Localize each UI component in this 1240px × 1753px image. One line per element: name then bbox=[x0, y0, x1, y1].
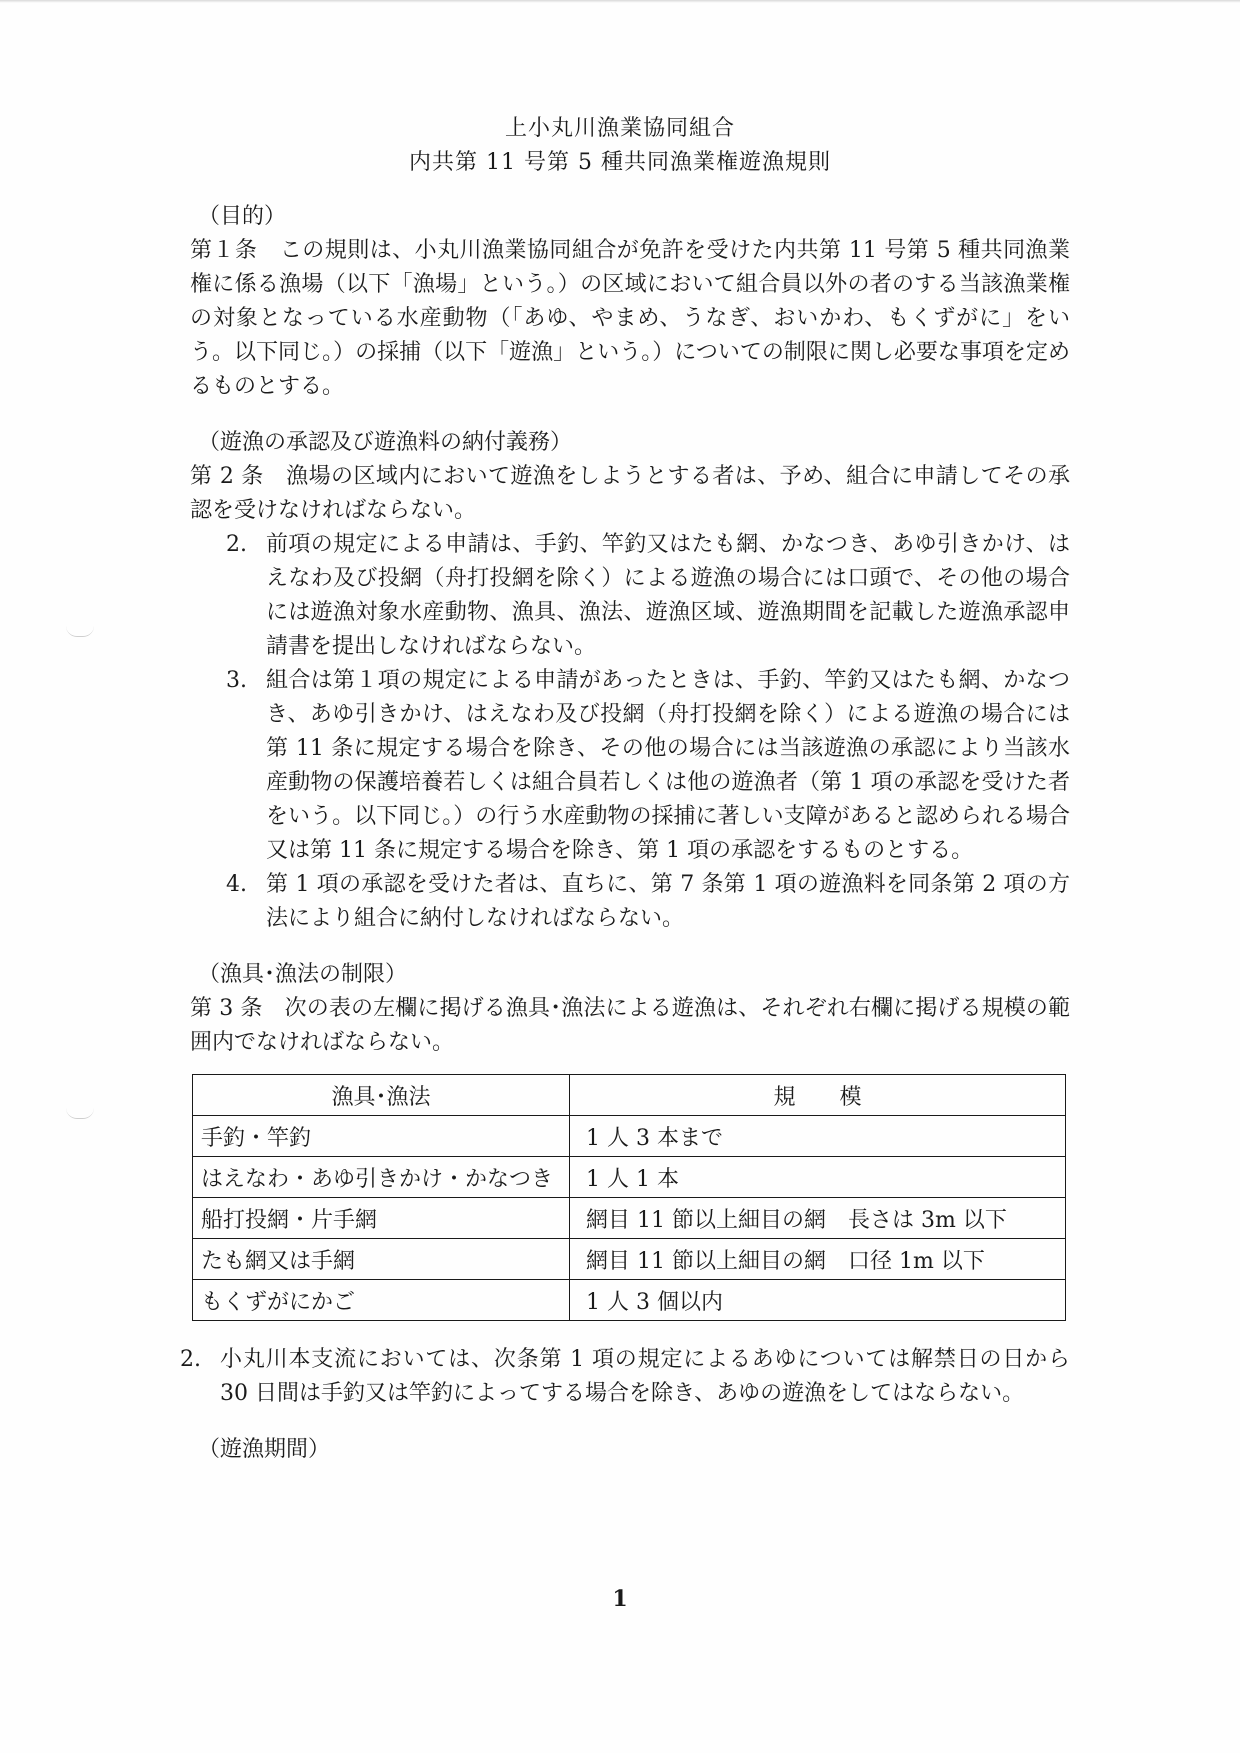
table-row bbox=[193, 1239, 1066, 1280]
article-heading: （漁具･漁法の制限） bbox=[198, 962, 408, 987]
article-text: 第１条 この規則は、小丸川漁業協同組合が免許を受けた内共第 11 号第 5 種共同漁業権に係る漁場（以下「漁場」という。）の区域において組合員以外の者のする当該漁業権の対象となっている水産動物（「あゆ、やまめ、うなぎ、おいかわ、もくずがに」をいう。以下同じ。）の採捕（以下「遊漁」という。）についての制限に関し必要な事項を定めるものとする。 bbox=[190, 238, 1070, 399]
article-2 bbox=[190, 426, 1070, 936]
article-heading: （遊漁の承認及び遊漁料の納付義務） bbox=[198, 430, 573, 455]
column-header: 漁具･漁法 bbox=[193, 1075, 570, 1116]
scan-edge bbox=[0, 0, 1240, 3]
document-body bbox=[180, 200, 1070, 1489]
table-cell: はえなわ・あゆ引きかけ・かなつき bbox=[193, 1157, 570, 1198]
article-4 bbox=[190, 1433, 1070, 1467]
document-title: 内共第 11 号第 5 種共同漁業権遊漁規則 bbox=[409, 150, 831, 175]
article-3 bbox=[180, 958, 1070, 1411]
table-row bbox=[193, 1280, 1066, 1321]
item-number: 4. bbox=[226, 872, 247, 897]
table-cell: 手釣・竿釣 bbox=[193, 1116, 570, 1157]
organization-name: 上小丸川漁業協同組合 bbox=[504, 116, 735, 141]
article-heading: （遊漁期間） bbox=[198, 1437, 331, 1462]
punch-hole-mark bbox=[66, 626, 94, 637]
article-heading: （目的） bbox=[198, 204, 287, 229]
table-cell: 網目 11 節以上細目の網 長さは 3m 以下 bbox=[570, 1198, 1066, 1239]
table-cell: 船打投網・片手網 bbox=[193, 1198, 570, 1239]
table-cell: 1 人 3 個以内 bbox=[570, 1280, 1066, 1321]
item-number: 3. bbox=[226, 668, 247, 693]
item-text: 第 1 項の承認を受けた者は、直ちに、第 7 条第 1 項の遊漁料を同条第 2 項の方法により組合に納付しなければならない。 bbox=[266, 872, 1070, 931]
article-item bbox=[180, 1343, 1070, 1411]
item-text: 前項の規定による申請は、手釣、竿釣又はたも網、かなつき、あゆ引きかけ、はえなわ及び投網（舟打投網を除く）による遊漁の場合には口頭で、その他の場合には遊漁対象水産動物、漁具、漁法、遊漁区域、遊漁期間を記載した遊漁承認申請書を提出しなければならない。 bbox=[266, 532, 1070, 659]
table-row bbox=[193, 1116, 1066, 1157]
punch-hole-mark bbox=[66, 1108, 94, 1119]
article-text: 第 3 条 次の表の左欄に掲げる漁具･漁法による遊漁は、それぞれ右欄に掲げる規模の範囲内でなければならない。 bbox=[190, 996, 1070, 1055]
table-cell: もくずがにかご bbox=[193, 1280, 570, 1321]
table-cell: 1 人 1 本 bbox=[570, 1157, 1066, 1198]
gear-scale-table bbox=[192, 1074, 1066, 1321]
article-item bbox=[226, 528, 1070, 664]
table-header-row bbox=[193, 1075, 1066, 1116]
table-cell: 1 人 3 本まで bbox=[570, 1116, 1066, 1157]
article-text: 第 2 条 漁場の区域内において遊漁をしようとする者は、予め、組合に申請してその承認を受けなければならない。 bbox=[190, 464, 1070, 523]
article-item bbox=[226, 868, 1070, 936]
article-1 bbox=[190, 200, 1070, 404]
table-row bbox=[193, 1157, 1066, 1198]
article-item bbox=[226, 664, 1070, 868]
column-header: 規 模 bbox=[570, 1075, 1066, 1116]
table-row bbox=[193, 1198, 1066, 1239]
table-cell: たも網又は手網 bbox=[193, 1239, 570, 1280]
item-text: 組合は第１項の規定による申請があったときは、手釣、竿釣又はたも網、かなつき、あゆ引きかけ、はえなわ及び投網（舟打投網を除く）による遊漁の場合には第 11 条に規定する場合を除き、その他の場合には当該遊漁の承認により当該水産動物の保護培養若しくは組合員若しくは他の遊漁者（第 1 項の承認を受けた者をいう。以下同じ。）の行う水産動物の採捕に著しい支障があると認められる場合又は第 11 条に規定する場合を除き、第 1 項の承認をするものとする。 bbox=[266, 668, 1070, 863]
page-number: 1 bbox=[612, 1586, 628, 1612]
table-cell: 網目 11 節以上細目の網 口径 1m 以下 bbox=[570, 1239, 1066, 1280]
item-number: 2. bbox=[180, 1347, 201, 1372]
item-number: 2. bbox=[226, 532, 247, 557]
document-header bbox=[0, 112, 1240, 180]
item-text: 小丸川本支流においては、次条第 1 項の規定によるあゆについては解禁日の日から 30 日間は手釣又は竿釣によってする場合を除き、あゆの遊漁をしてはならない。 bbox=[220, 1347, 1070, 1406]
